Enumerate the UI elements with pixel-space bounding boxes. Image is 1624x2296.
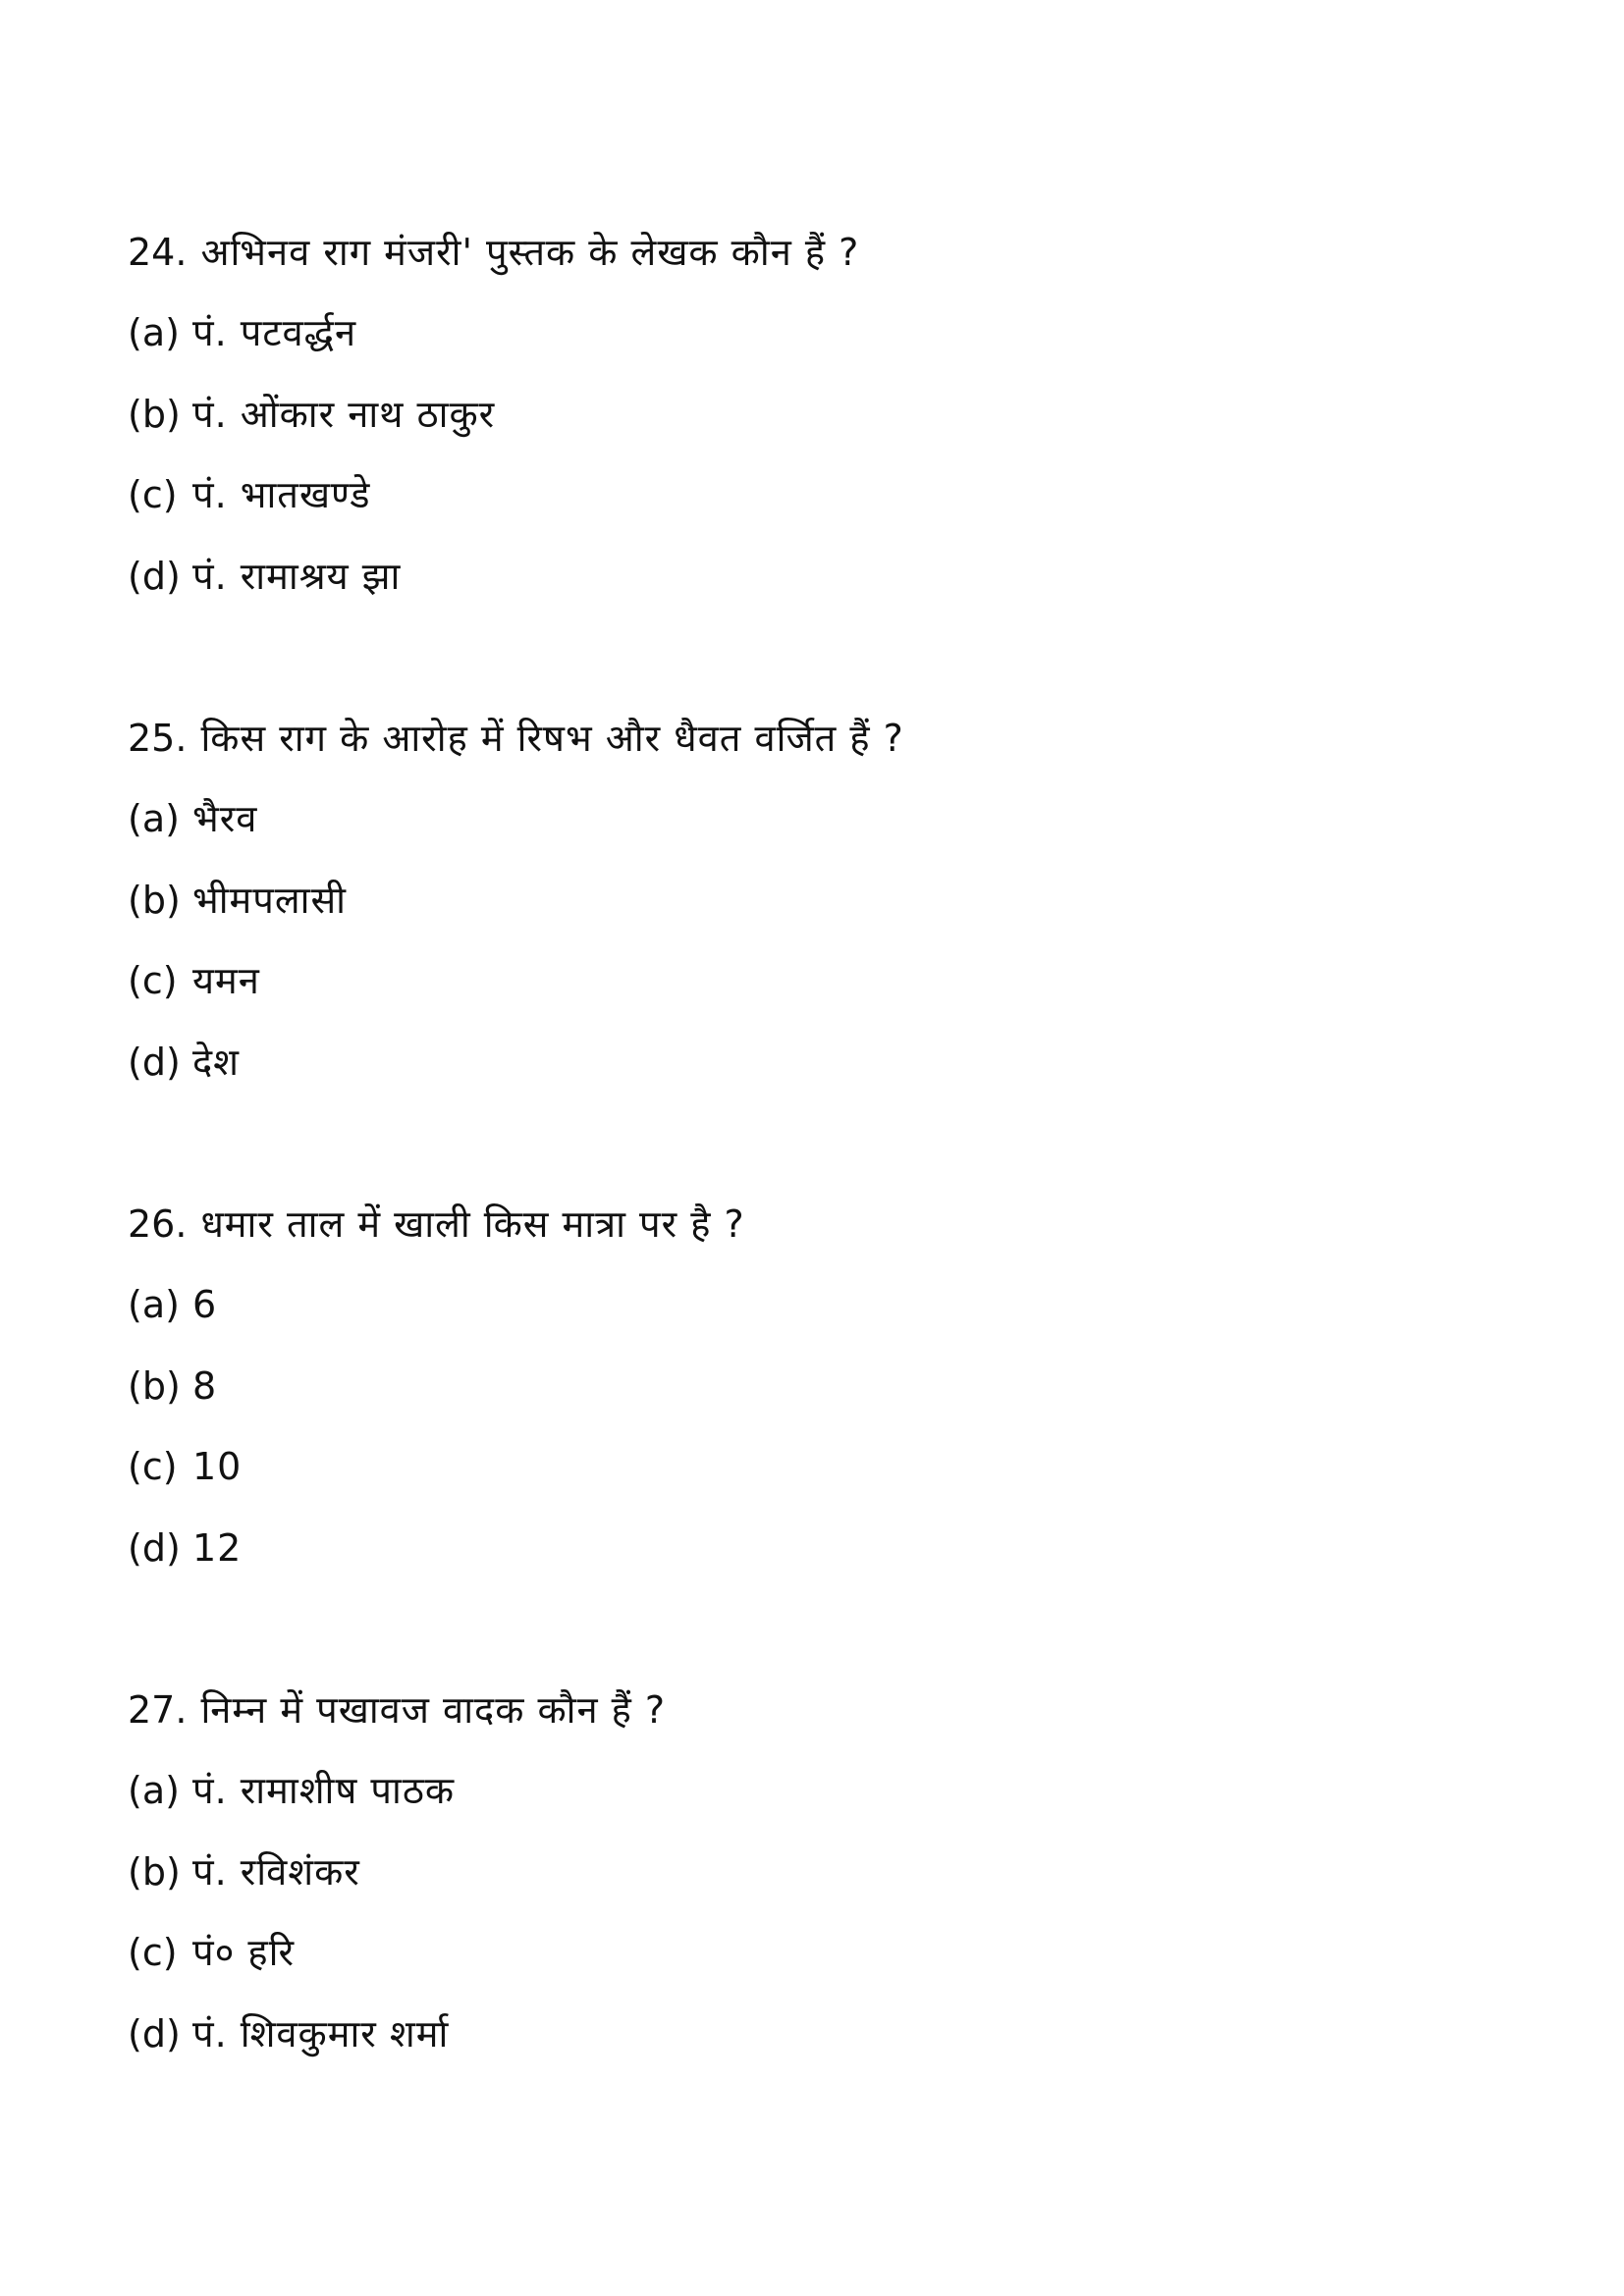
option-d	[128, 1033, 240, 1092]
option-label: (b)	[128, 1850, 181, 1894]
option-label: (c)	[128, 1445, 178, 1488]
option-label: (d)	[128, 555, 181, 598]
question-text: किस राग के आरोह में रिषभ और धैवत वर्जित हैं ?	[200, 717, 904, 760]
option-c	[128, 465, 370, 524]
option-text: भैरव	[192, 797, 258, 840]
question-number: 27.	[128, 1688, 188, 1732]
option-label: (c)	[128, 959, 178, 1002]
option-label: (c)	[128, 473, 178, 516]
option-label: (b)	[128, 1364, 181, 1408]
option-text: भीमपलासी	[192, 879, 348, 922]
option-b	[128, 1357, 217, 1415]
option-text: 8	[192, 1364, 218, 1408]
option-text: पं. रामाश्रय झा	[192, 555, 402, 598]
question-stem	[128, 223, 859, 282]
option-b	[128, 1842, 360, 1901]
question-stem	[128, 1681, 666, 1739]
option-text: पं. पटवर्द्धन	[192, 311, 357, 354]
question-text: धमार ताल में खाली किस मात्रा पर है ?	[200, 1202, 745, 1246]
option-label: (d)	[128, 1041, 181, 1084]
option-label: (a)	[128, 311, 180, 354]
option-text: 6	[192, 1283, 218, 1326]
option-label: (a)	[128, 1283, 180, 1326]
option-d	[128, 547, 401, 606]
question-stem	[128, 709, 904, 768]
option-text: 10	[192, 1445, 243, 1488]
option-label: (a)	[128, 1769, 180, 1812]
question-number: 26.	[128, 1202, 188, 1246]
question-number: 24.	[128, 231, 188, 274]
option-a	[128, 1275, 217, 1334]
option-b	[128, 871, 347, 930]
option-d	[128, 2004, 449, 2063]
option-text: यमन	[192, 959, 260, 1002]
question-text: अभिनव राग मंजरी' पुस्तक के लेखक कौन हैं ?	[200, 231, 860, 274]
question-text: निम्न में पखावज वादक कौन हैं ?	[200, 1688, 667, 1732]
option-a	[128, 789, 257, 848]
option-c	[128, 1923, 295, 1982]
option-label: (c)	[128, 1931, 178, 1974]
option-d	[128, 1519, 242, 1577]
option-label: (d)	[128, 1526, 181, 1570]
option-a	[128, 303, 356, 362]
question-stem	[128, 1195, 745, 1254]
option-label: (b)	[128, 393, 181, 436]
option-b	[128, 385, 495, 444]
option-c	[128, 1437, 242, 1496]
option-text: पं. रविशंकर	[192, 1850, 360, 1894]
question-number: 25.	[128, 717, 188, 760]
option-text: पं. रामाशीष पाठक	[192, 1769, 456, 1812]
option-a	[128, 1761, 455, 1820]
option-label: (d)	[128, 2012, 181, 2056]
option-text: पं० हरि	[192, 1931, 295, 1974]
option-text: पं. शिवकुमार शर्मा	[192, 2012, 450, 2056]
option-text: पं. भातखण्डे	[192, 473, 371, 516]
option-text: देश	[192, 1041, 241, 1084]
question-page	[128, 0, 1502, 2296]
option-text: पं. ओंकार नाथ ठाकुर	[192, 393, 496, 436]
option-c	[128, 951, 260, 1010]
option-label: (a)	[128, 797, 180, 840]
option-label: (b)	[128, 879, 181, 922]
option-text: 12	[192, 1526, 243, 1570]
